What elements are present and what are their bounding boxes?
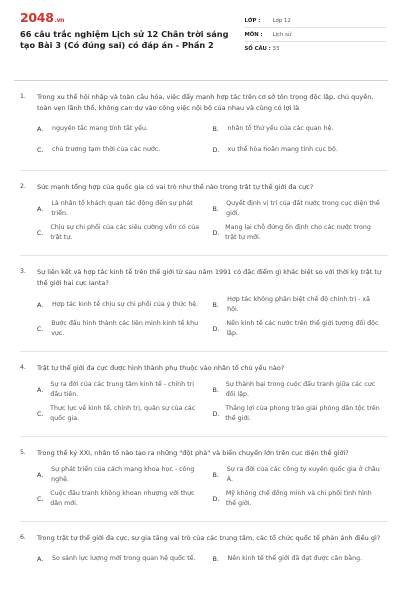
option-letter: A. [37,301,44,309]
option-text: Sự thành bại trong cuộc đấu tranh giữa các cực đối lập. [225,381,376,398]
header-left [20,10,244,72]
meta-value: Lịch sử [272,31,292,38]
question-number: 4. [20,364,26,371]
option-a[interactable] [37,463,213,487]
question-text: Sự liên kết và hợp tác kinh tế trên thế giới từ sau năm 1991 có đặc điểm gì khác biệt so với thời kỳ trật tự thế giới hai cực Ianta? [37,268,382,287]
question-text: Trong thế kỷ XXI, nhân tố nào tạo ra những "đột phá" và biến chuyển lớn trên cục diện thế giới? [37,449,349,457]
question-text: Trật tự thế giới đa cực được hình thành phụ thuộc vào nhân tố chủ yếu nào? [37,364,285,372]
option-letter: C. [37,325,44,333]
option-text: Bước đầu hình thành các liên minh kinh tế khu vực. [51,320,199,337]
option-a[interactable] [37,293,213,317]
option-letter: B. [212,386,219,394]
logo-main: 2048 [20,10,54,25]
question-body [37,182,388,245]
question-item [20,437,388,522]
logo-suffix: .vn [54,17,65,24]
option-b[interactable] [213,463,389,487]
option-letter: B. [212,471,219,479]
page-header [20,10,386,72]
meta-value: 33 [272,46,280,52]
question-text: Sức mạnh tổng hợp của quốc gia có vai trò như thế nào trong trật tự thế giới đa cực? [37,183,314,191]
option-text: Chịu sự chi phối của các siêu cường vốn có của trật tự. [50,224,200,241]
option-letter: D. [212,229,220,237]
option-letter: A. [37,205,44,213]
option-letter: D. [212,145,220,154]
question-body [37,92,388,160]
question-body [37,448,388,511]
options-grid [37,378,388,426]
option-text: Sự phát triển của cách mạng khoa học - công nghệ. [51,466,195,483]
meta-key: LỚP : [244,17,261,24]
option-text: Nền kinh tế thế giới đã đạt được cân bằng. [227,554,363,562]
site-logo[interactable] [20,10,244,25]
question-number: 5. [20,449,26,456]
meta-row-class [244,14,386,28]
option-c[interactable] [37,139,213,160]
question-number: 2. [20,183,26,190]
question-body [37,363,388,426]
question-text: Trong xu thế hội nhập và toàn cầu hóa, việc đẩy mạnh hợp tác trên cơ sở tôn trọng độc lập, chủ quyền, toàn vẹn lãnh thổ, không can dự vào công việc nội bộ của nhau và cùng có lợi là [37,93,374,112]
question-item [20,522,388,579]
meta-value: Lớp 12 [272,17,291,24]
option-letter: C. [37,229,44,237]
option-d[interactable] [213,487,389,511]
option-text: So sánh lực lượng mới trong quan hệ quốc tế. [52,554,196,562]
option-letter: D. [212,325,220,333]
question-body [37,267,388,341]
option-c[interactable] [37,221,213,245]
option-text: Nền kinh tế các nước trên thế giới tương đối độc lập. [226,320,379,337]
meta-row-count [244,42,386,56]
question-body [37,533,388,569]
option-a[interactable] [37,118,213,139]
option-letter: B. [212,301,219,309]
option-d[interactable] [213,221,389,245]
option-a[interactable] [37,378,213,402]
option-letter: A. [37,471,44,479]
page-title: 66 câu trắc nghiệm Lịch sử 12 Chân trời sáng tạo Bài 3 (Có đúng sai) có đáp án - Phần 2 [20,29,229,50]
option-letter: B. [212,205,219,213]
option-text: Hợp tác kinh tế chịu sự chi phối của ý thức hệ. [52,301,199,308]
option-c[interactable] [37,317,213,341]
option-text: nhân tố thứ yếu của các quan hệ. [227,124,334,132]
question-text: Trong trật tự thế giới đa cực, sự gia tăng vai trò của các trung tâm, các tổ chức quốc tế phản ánh điều gì? [37,534,381,542]
options-grid [37,293,388,341]
option-letter: C. [37,410,44,418]
option-text: Quyết định vị trí của đất nước trong cục diện thế giới. [226,200,380,217]
option-text: nguyên tắc mang tính tất yếu. [52,124,148,132]
options-grid [37,548,388,569]
option-text: Là nhân tố khách quan tác động đến sự phát triển. [51,200,193,217]
option-b[interactable] [213,378,389,402]
options-grid [37,463,388,511]
option-letter: D. [212,495,220,503]
option-d[interactable] [213,317,389,341]
option-text: Cuộc đấu tranh không khoan nhượng với thực dân mới. [50,490,195,507]
options-grid [37,118,388,160]
question-number: 1. [20,93,26,100]
option-text: Sự ra đời của các công ty xuyên quốc gia ở châu Á. [226,466,380,483]
option-b[interactable] [213,548,389,569]
option-letter: B. [212,554,219,563]
option-text: chủ trương tạm thời của các nước. [52,145,161,153]
question-item [20,81,388,171]
meta-row-subject [244,28,386,42]
question-item [20,352,388,437]
option-letter: C. [37,145,44,154]
option-letter: A. [37,554,44,563]
option-a[interactable] [37,548,213,569]
option-b[interactable] [213,197,389,221]
option-text: Mang lại chỗ đứng ổn định cho các nước trong trật tự mới. [225,224,371,241]
option-c[interactable] [37,487,213,511]
option-text: xu thế hòa hoãn mang tính cục bộ. [227,145,338,153]
option-letter: B. [212,124,219,133]
meta-key: SỐ CÂU : [244,46,271,52]
option-text: Hợp tác không phân biệt chế độ chính trị - xã hội. [227,296,370,313]
option-d[interactable] [213,139,389,160]
option-a[interactable] [37,197,213,221]
option-text: Thắng lợi của phong trào giải phóng dân tộc trên thế giới. [225,405,380,422]
option-text: Mỹ không chế đồng minh và chi phối tình hình thế giới. [225,490,372,507]
option-b[interactable] [213,118,389,139]
option-d[interactable] [213,402,389,426]
option-text: Thực lực về kinh tế, chính trị, quân sự của các quốc gia. [50,405,196,422]
question-item [20,171,388,256]
question-item [20,256,388,352]
option-letter: D. [212,410,220,418]
option-letter: A. [37,124,44,133]
question-number: 6. [20,534,26,541]
option-text: Sự ra đời của các trung tâm kinh tế - chính trị đầu tiên. [50,381,194,398]
option-c[interactable] [37,402,213,426]
option-letter: A. [37,386,44,394]
option-b[interactable] [213,293,389,317]
meta-key: MÔN : [244,31,263,38]
meta-box [244,14,386,72]
option-letter: C. [37,495,44,503]
question-number: 3. [20,268,26,275]
options-grid [37,197,388,245]
